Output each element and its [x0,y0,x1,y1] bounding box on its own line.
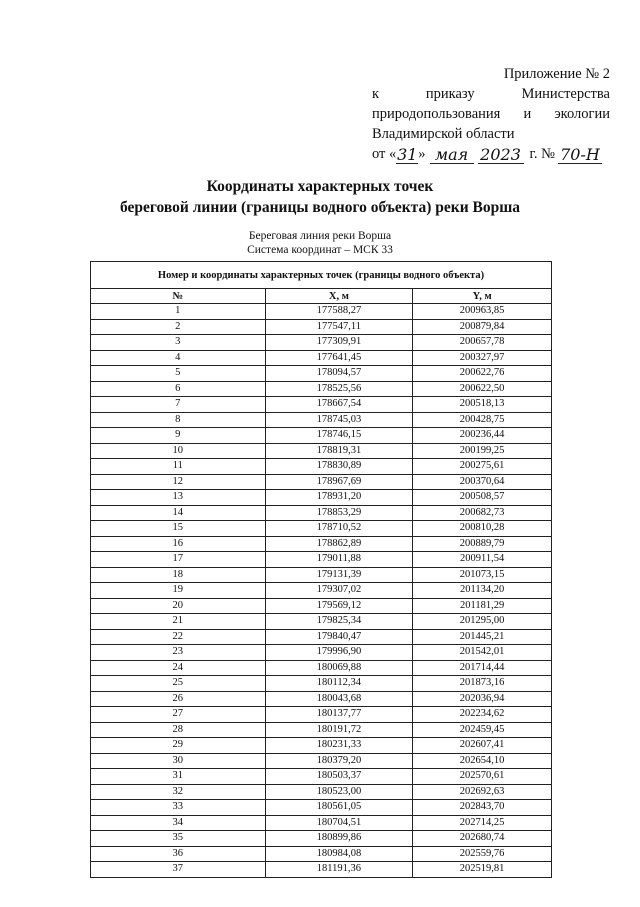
y-coordinate-cell: 202692,63 [413,784,552,800]
point-number-cell: 35 [91,831,266,847]
point-number-cell: 16 [91,536,266,552]
title-line: береговой линии (границы водного объекта) реки Ворша [119,199,521,216]
table-caption: Номер и координаты характерных точек (границы водного объекта) [91,262,552,289]
order-number: 70-Н [558,147,602,164]
y-coordinate-cell: 202570,61 [413,769,552,785]
y-coordinate-cell: 200889,79 [413,536,552,552]
y-coordinate-cell: 200682,73 [413,505,552,521]
coordinates-table [90,261,552,878]
table-row [91,443,552,459]
x-coordinate-cell: 179011,88 [265,552,413,568]
y-coordinate-cell: 200508,57 [413,490,552,506]
table-row [91,645,552,661]
table-row [91,505,552,521]
y-coordinate-cell: 200911,54 [413,552,552,568]
x-coordinate-cell: 180503,37 [265,769,413,785]
x-coordinate-cell: 178830,89 [265,459,413,475]
table-row [91,490,552,506]
table-row [91,598,552,614]
y-coordinate-cell: 202519,81 [413,862,552,878]
point-number-cell: 33 [91,800,266,816]
point-number-cell: 25 [91,676,266,692]
table-row [91,428,552,444]
x-coordinate-cell: 180379,20 [265,753,413,769]
appendix-line-ministry [372,104,610,124]
date-prefix: от « [372,146,397,162]
y-coordinate-cell: 200657,78 [413,335,552,351]
point-number-cell: 22 [91,629,266,645]
y-coordinate-cell: 200810,28 [413,521,552,537]
point-number-cell: 5 [91,366,266,382]
y-coordinate-cell: 200236,44 [413,428,552,444]
page-subtitle [0,229,640,257]
date-year: 2023 [478,147,524,164]
y-coordinate-cell: 200428,75 [413,412,552,428]
table-row [91,784,552,800]
table-row [91,629,552,645]
date-suffix: г. № [529,146,555,162]
point-number-cell: 15 [91,521,266,537]
point-number-cell: 1 [91,304,266,320]
y-coordinate-cell: 201134,20 [413,583,552,599]
point-number-cell: 8 [91,412,266,428]
point-number-cell: 27 [91,707,266,723]
point-number-cell: 13 [91,490,266,506]
x-coordinate-cell: 178931,20 [265,490,413,506]
y-coordinate-cell: 202680,74 [413,831,552,847]
date-quote: » [418,146,426,162]
table-row [91,753,552,769]
appendix-date-line [372,144,610,164]
y-coordinate-cell: 202654,10 [413,753,552,769]
table-row [91,614,552,630]
appendix-word: Министерства [521,86,610,102]
date-month: мая [430,147,474,164]
x-coordinate-cell: 179307,02 [265,583,413,599]
appendix-word: к [372,86,380,102]
x-coordinate-cell: 179825,34 [265,614,413,630]
table-row [91,862,552,878]
x-coordinate-cell: 181191,36 [265,862,413,878]
point-number-cell: 11 [91,459,266,475]
column-header-number: № [91,289,266,304]
point-number-cell: 9 [91,428,266,444]
y-coordinate-cell: 201073,15 [413,567,552,583]
point-number-cell: 23 [91,645,266,661]
y-coordinate-cell: 202234,62 [413,707,552,723]
x-coordinate-cell: 178710,52 [265,521,413,537]
y-coordinate-cell: 201542,01 [413,645,552,661]
table-row [91,707,552,723]
point-number-cell: 7 [91,397,266,413]
x-coordinate-cell: 180523,00 [265,784,413,800]
appendix-word: природопользования [372,106,501,122]
table-row [91,722,552,738]
x-coordinate-cell: 179569,12 [265,598,413,614]
x-coordinate-cell: 178094,57 [265,366,413,382]
y-coordinate-cell: 200327,97 [413,350,552,366]
table-row [91,831,552,847]
x-coordinate-cell: 178853,29 [265,505,413,521]
table-row [91,459,552,475]
subtitle-line: Система координат – МСК 33 [247,244,393,256]
page-title [0,176,640,218]
appendix-number: Приложение № 2 [503,66,610,82]
date-day: 31 [397,145,418,164]
y-coordinate-cell: 200622,50 [413,381,552,397]
y-coordinate-cell: 200622,76 [413,366,552,382]
table-row [91,583,552,599]
table-row [91,521,552,537]
column-header-y: Y, м [413,289,552,304]
x-coordinate-cell: 180069,88 [265,660,413,676]
x-coordinate-cell: 178819,31 [265,443,413,459]
subtitle-line: Береговая линия реки Ворша [248,230,392,242]
y-coordinate-cell: 201295,00 [413,614,552,630]
point-number-cell: 6 [91,381,266,397]
point-number-cell: 14 [91,505,266,521]
x-coordinate-cell: 179840,47 [265,629,413,645]
y-coordinate-cell: 200370,64 [413,474,552,490]
y-coordinate-cell: 202714,25 [413,815,552,831]
y-coordinate-cell: 202559,76 [413,846,552,862]
x-coordinate-cell: 180899,86 [265,831,413,847]
point-number-cell: 20 [91,598,266,614]
point-number-cell: 34 [91,815,266,831]
point-number-cell: 30 [91,753,266,769]
x-coordinate-cell: 177547,11 [265,319,413,335]
table-row [91,567,552,583]
table-row [91,815,552,831]
appendix-word: и [523,106,532,122]
x-coordinate-cell: 177641,45 [265,350,413,366]
table-row [91,769,552,785]
x-coordinate-cell: 179131,39 [265,567,413,583]
x-coordinate-cell: 180043,68 [265,691,413,707]
y-coordinate-cell: 202459,45 [413,722,552,738]
appendix-block [372,64,610,164]
x-coordinate-cell: 177588,27 [265,304,413,320]
point-number-cell: 12 [91,474,266,490]
table-row [91,846,552,862]
table-row [91,335,552,351]
y-coordinate-cell: 201873,16 [413,676,552,692]
point-number-cell: 32 [91,784,266,800]
x-coordinate-cell: 180561,05 [265,800,413,816]
column-header-x: X, м [265,289,413,304]
table-row [91,800,552,816]
point-number-cell: 3 [91,335,266,351]
table-row [91,350,552,366]
y-coordinate-cell: 200518,13 [413,397,552,413]
point-number-cell: 37 [91,862,266,878]
point-number-cell: 24 [91,660,266,676]
table-row [91,660,552,676]
point-number-cell: 4 [91,350,266,366]
table-row [91,366,552,382]
point-number-cell: 2 [91,319,266,335]
point-number-cell: 26 [91,691,266,707]
table-row [91,536,552,552]
point-number-cell: 10 [91,443,266,459]
x-coordinate-cell: 180137,77 [265,707,413,723]
table-row [91,691,552,707]
x-coordinate-cell: 177309,91 [265,335,413,351]
point-number-cell: 36 [91,846,266,862]
table-row [91,304,552,320]
x-coordinate-cell: 178862,89 [265,536,413,552]
table-row [91,381,552,397]
x-coordinate-cell: 178745,03 [265,412,413,428]
x-coordinate-cell: 178667,54 [265,397,413,413]
y-coordinate-cell: 201181,29 [413,598,552,614]
y-coordinate-cell: 200963,85 [413,304,552,320]
y-coordinate-cell: 201714,44 [413,660,552,676]
y-coordinate-cell: 202607,41 [413,738,552,754]
table-row [91,738,552,754]
point-number-cell: 28 [91,722,266,738]
x-coordinate-cell: 179996,90 [265,645,413,661]
y-coordinate-cell: 202843,70 [413,800,552,816]
point-number-cell: 29 [91,738,266,754]
x-coordinate-cell: 178967,69 [265,474,413,490]
table-row [91,474,552,490]
appendix-region: Владимирской области [372,126,515,142]
appendix-line-order [372,84,610,104]
y-coordinate-cell: 202036,94 [413,691,552,707]
y-coordinate-cell: 201445,21 [413,629,552,645]
title-line: Координаты характерных точек [206,178,434,195]
x-coordinate-cell: 180231,33 [265,738,413,754]
y-coordinate-cell: 200879,84 [413,319,552,335]
table-row [91,552,552,568]
table-body [91,304,552,878]
x-coordinate-cell: 180984,08 [265,846,413,862]
point-number-cell: 31 [91,769,266,785]
x-coordinate-cell: 180112,34 [265,676,413,692]
table-row [91,412,552,428]
appendix-word: экологии [554,106,610,122]
appendix-word: приказу [425,86,475,102]
point-number-cell: 19 [91,583,266,599]
y-coordinate-cell: 200275,61 [413,459,552,475]
table-row [91,676,552,692]
x-coordinate-cell: 180191,72 [265,722,413,738]
x-coordinate-cell: 180704,51 [265,815,413,831]
point-number-cell: 18 [91,567,266,583]
point-number-cell: 17 [91,552,266,568]
table-row [91,319,552,335]
y-coordinate-cell: 200199,25 [413,443,552,459]
table-row [91,397,552,413]
point-number-cell: 21 [91,614,266,630]
x-coordinate-cell: 178746,15 [265,428,413,444]
x-coordinate-cell: 178525,56 [265,381,413,397]
